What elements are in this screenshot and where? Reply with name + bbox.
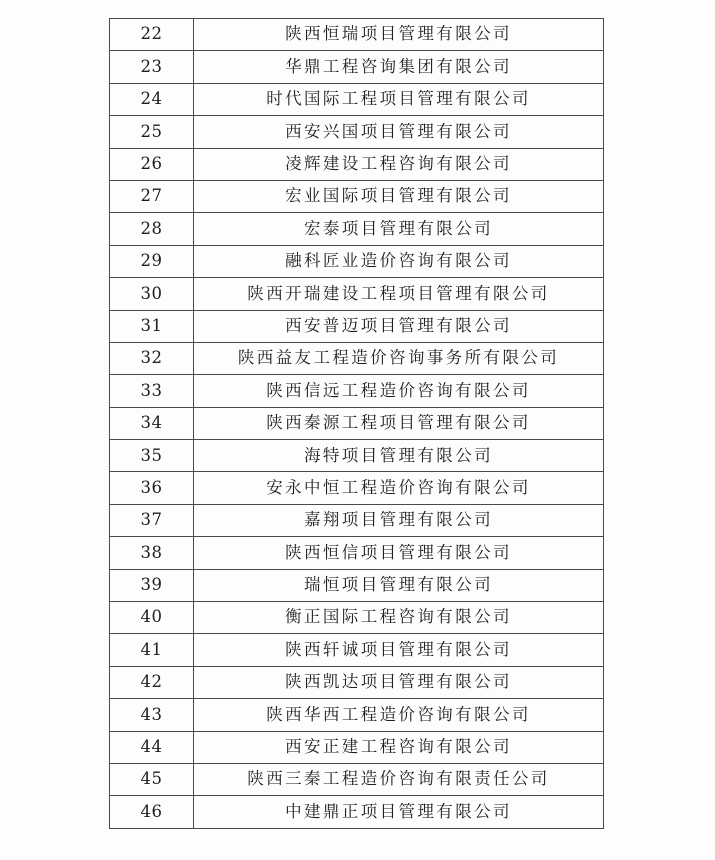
company-name-cell: 安永中恒工程造价咨询有限公司 [194, 472, 604, 504]
company-name-cell: 陕西秦源工程项目管理有限公司 [194, 407, 604, 439]
table-row [110, 51, 604, 83]
company-name-cell: 陕西恒瑞项目管理有限公司 [194, 19, 604, 51]
company-name-cell: 陕西恒信项目管理有限公司 [194, 537, 604, 569]
row-number-cell: 43 [110, 699, 194, 731]
table-row [110, 213, 604, 245]
row-number-cell: 24 [110, 83, 194, 115]
row-number-cell: 25 [110, 116, 194, 148]
table-row [110, 310, 604, 342]
company-name-cell: 陕西华西工程造价咨询有限公司 [194, 699, 604, 731]
company-name-cell: 宏泰项目管理有限公司 [194, 213, 604, 245]
table-row [110, 19, 604, 51]
table-row [110, 407, 604, 439]
company-name-cell: 西安普迈项目管理有限公司 [194, 310, 604, 342]
row-number-cell: 29 [110, 245, 194, 277]
table-row [110, 245, 604, 277]
table-row [110, 342, 604, 374]
company-name-cell: 宏业国际项目管理有限公司 [194, 180, 604, 212]
company-name-cell: 衡正国际工程咨询有限公司 [194, 602, 604, 634]
company-name-cell: 时代国际工程项目管理有限公司 [194, 83, 604, 115]
company-name-cell: 陕西三秦工程造价咨询有限责任公司 [194, 763, 604, 795]
row-number-cell: 22 [110, 19, 194, 51]
table-row [110, 278, 604, 310]
table-row [110, 83, 604, 115]
company-name-cell: 陕西轩诚项目管理有限公司 [194, 634, 604, 666]
company-list-body [110, 19, 604, 829]
row-number-cell: 30 [110, 278, 194, 310]
company-name-cell: 陕西益友工程造价咨询事务所有限公司 [194, 342, 604, 374]
row-number-cell: 27 [110, 180, 194, 212]
table-row [110, 375, 604, 407]
table-row [110, 569, 604, 601]
table-row [110, 602, 604, 634]
table-row [110, 666, 604, 698]
company-name-cell: 凌辉建设工程咨询有限公司 [194, 148, 604, 180]
table-row [110, 440, 604, 472]
table-row [110, 180, 604, 212]
company-name-cell: 华鼎工程咨询集团有限公司 [194, 51, 604, 83]
row-number-cell: 44 [110, 731, 194, 763]
row-number-cell: 31 [110, 310, 194, 342]
table-row [110, 763, 604, 795]
row-number-cell: 35 [110, 440, 194, 472]
table-row [110, 634, 604, 666]
table-row [110, 699, 604, 731]
row-number-cell: 32 [110, 342, 194, 374]
row-number-cell: 40 [110, 602, 194, 634]
row-number-cell: 26 [110, 148, 194, 180]
row-number-cell: 41 [110, 634, 194, 666]
row-number-cell: 37 [110, 504, 194, 536]
row-number-cell: 36 [110, 472, 194, 504]
table-row [110, 537, 604, 569]
table-row [110, 731, 604, 763]
row-number-cell: 34 [110, 407, 194, 439]
row-number-cell: 28 [110, 213, 194, 245]
company-name-cell: 西安兴国项目管理有限公司 [194, 116, 604, 148]
company-name-cell: 西安正建工程咨询有限公司 [194, 731, 604, 763]
company-name-cell: 陕西开瑞建设工程项目管理有限公司 [194, 278, 604, 310]
row-number-cell: 42 [110, 666, 194, 698]
table-row [110, 116, 604, 148]
table-row [110, 472, 604, 504]
row-number-cell: 38 [110, 537, 194, 569]
table-row [110, 796, 604, 828]
company-name-cell: 陕西信远工程造价咨询有限公司 [194, 375, 604, 407]
company-name-cell: 融科匠业造价咨询有限公司 [194, 245, 604, 277]
company-name-cell: 陕西凯达项目管理有限公司 [194, 666, 604, 698]
table-row [110, 148, 604, 180]
row-number-cell: 23 [110, 51, 194, 83]
company-name-cell: 海特项目管理有限公司 [194, 440, 604, 472]
company-name-cell: 嘉翔项目管理有限公司 [194, 504, 604, 536]
company-list-table [109, 18, 604, 829]
row-number-cell: 45 [110, 763, 194, 795]
row-number-cell: 39 [110, 569, 194, 601]
table-row [110, 504, 604, 536]
company-name-cell: 瑞恒项目管理有限公司 [194, 569, 604, 601]
company-name-cell: 中建鼎正项目管理有限公司 [194, 796, 604, 828]
row-number-cell: 46 [110, 796, 194, 828]
row-number-cell: 33 [110, 375, 194, 407]
